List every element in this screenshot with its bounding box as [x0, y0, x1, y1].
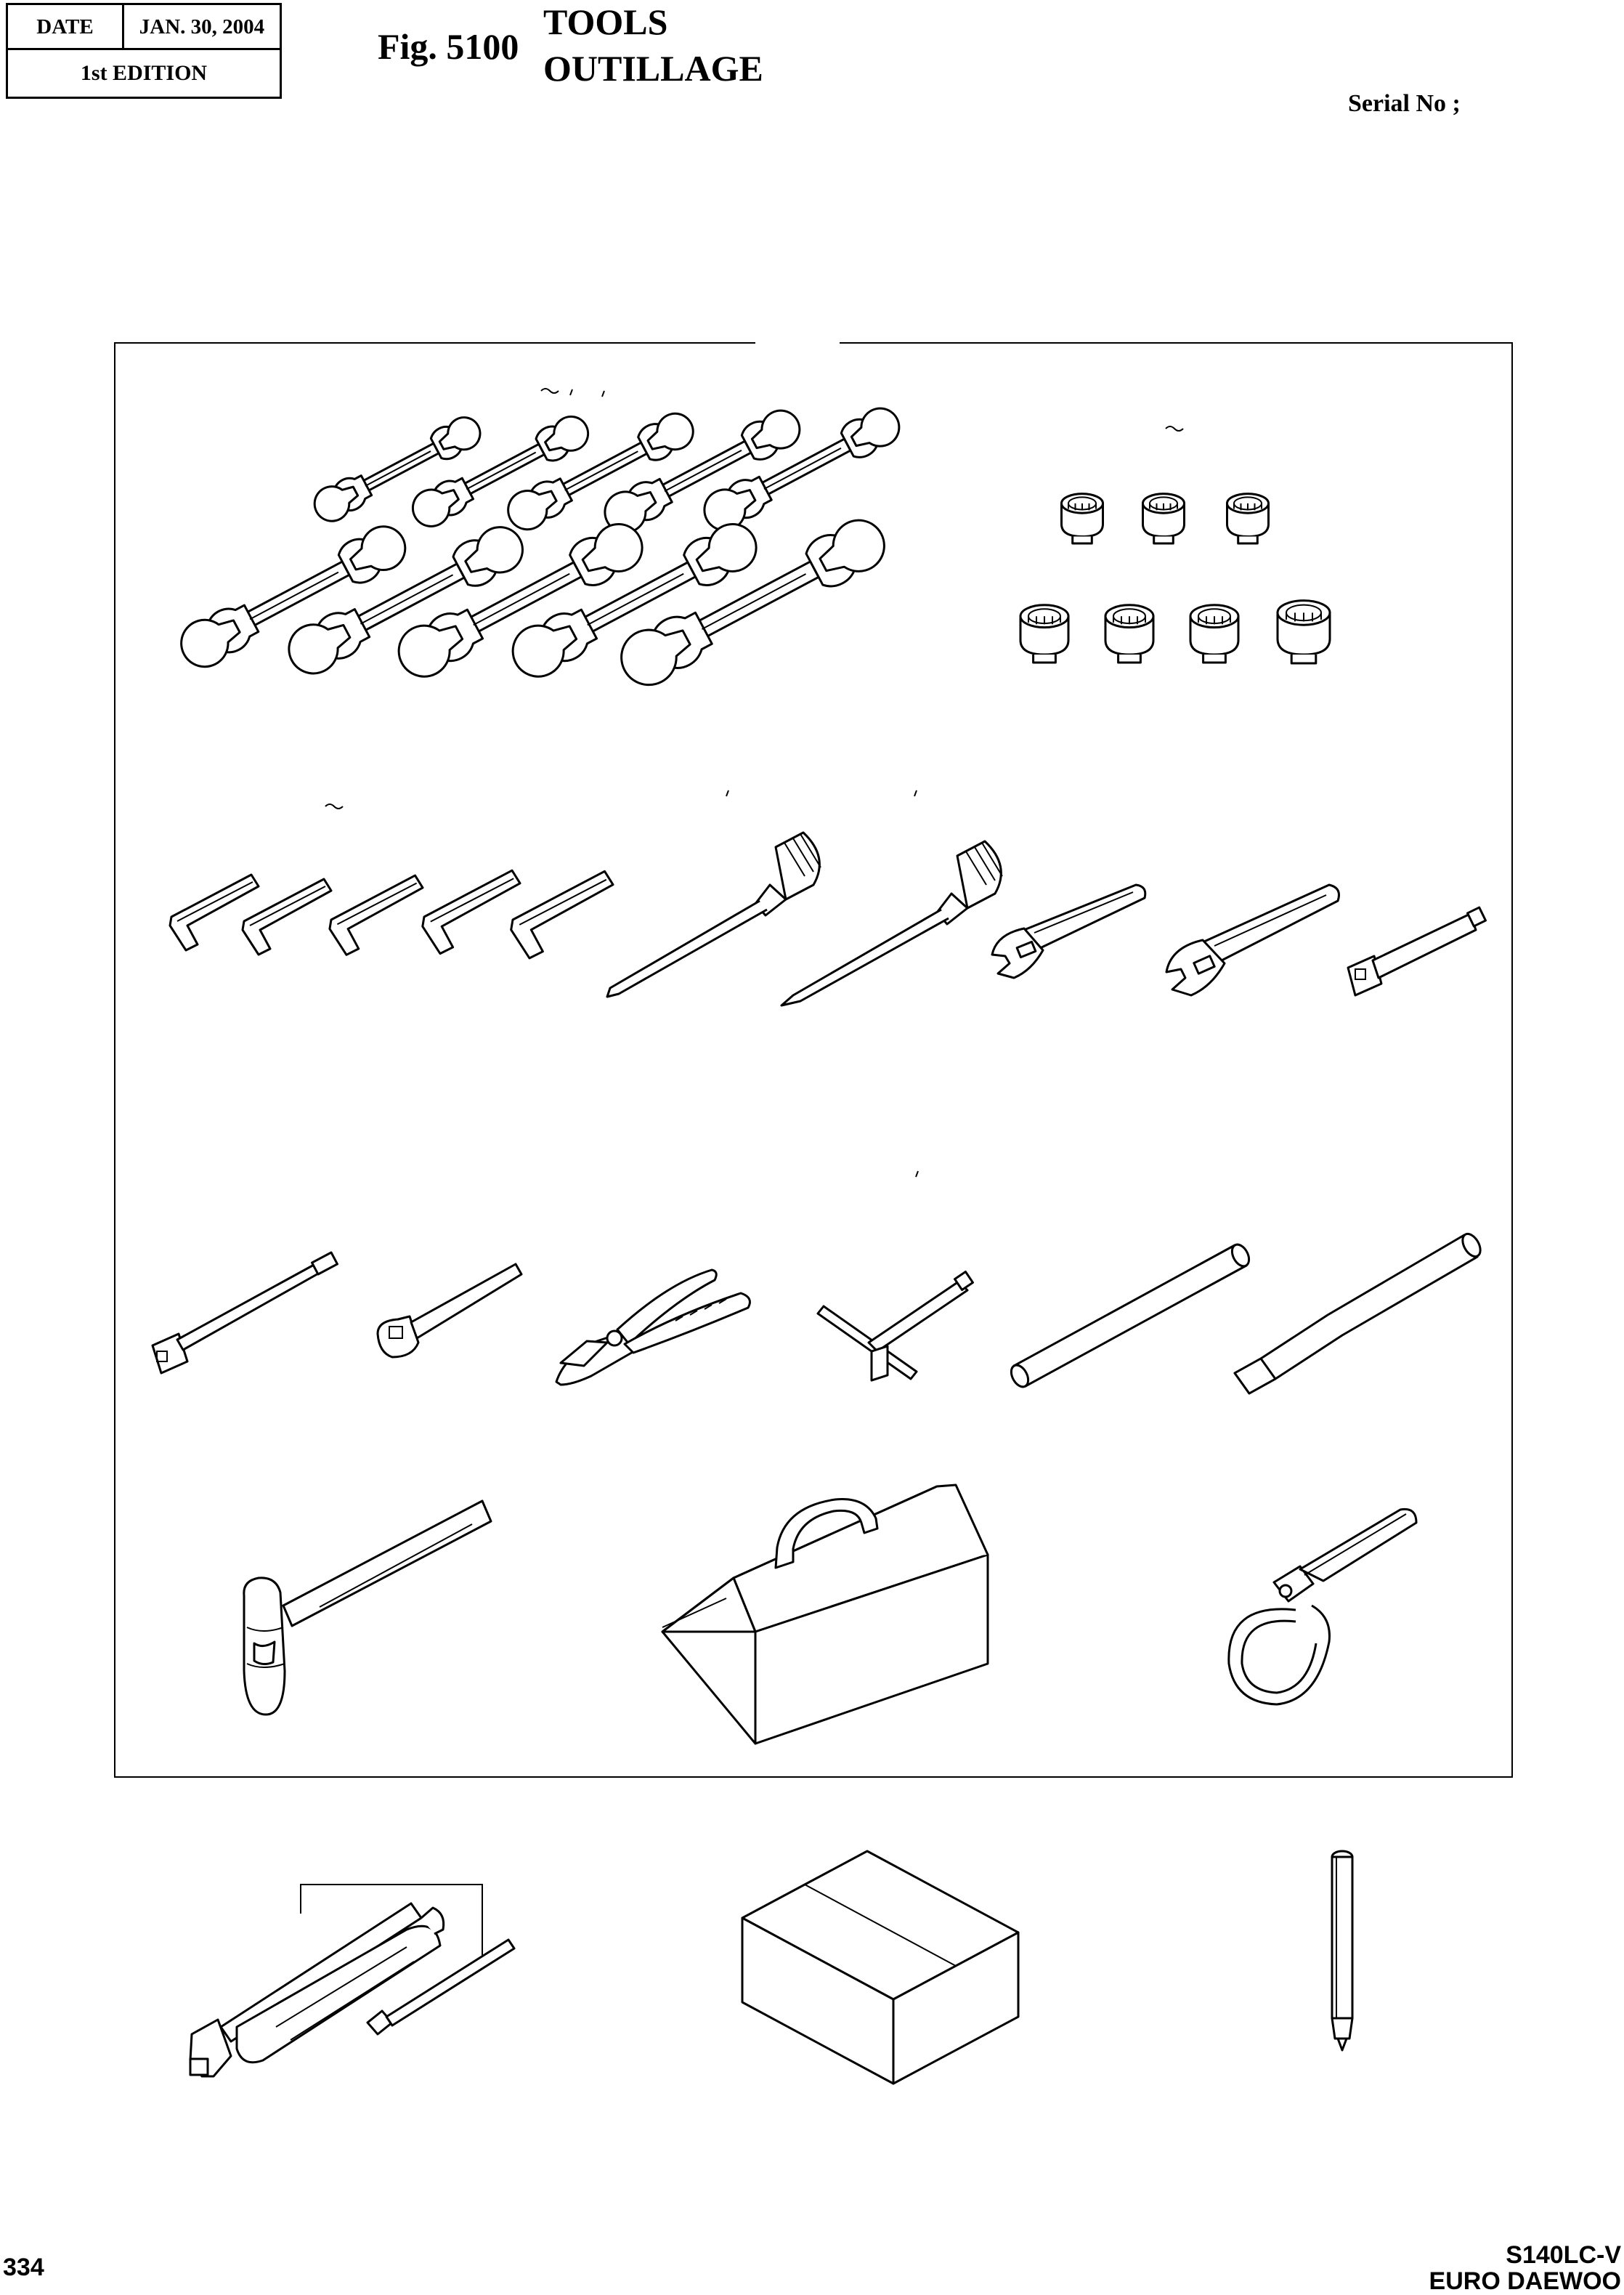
adjustable-wrench-large	[1166, 885, 1339, 995]
flat-pry-bar	[1235, 1231, 1484, 1393]
model-block	[1429, 2242, 1621, 2294]
page-number: 334	[3, 2254, 44, 2281]
flat-screwdriver	[607, 833, 821, 997]
round-bar	[1008, 1242, 1253, 1390]
model-name: S140LC-V	[1506, 2241, 1621, 2269]
date-label: DATE	[8, 5, 124, 48]
edition-label: 1st EDITION	[80, 61, 208, 85]
serial-number-label: Serial No ;	[1348, 90, 1461, 117]
test-probe	[1332, 1851, 1352, 2050]
socket-set	[1020, 494, 1330, 663]
spare-parts-box	[742, 1851, 1018, 2084]
figure-number: Fig. 5100	[378, 26, 519, 67]
brand-name: EURO DAEWOO	[1429, 2267, 1621, 2295]
socket-extension	[1348, 907, 1485, 995]
tool-box	[662, 1346, 988, 1744]
double-open-end-wrench-set	[173, 400, 906, 695]
t-handle-extension	[153, 1252, 337, 1373]
t-wrench	[818, 1272, 973, 1379]
title-english: TOOLS	[543, 1, 668, 42]
ratchet-handle	[378, 1264, 521, 1357]
filter-wrench	[1229, 1509, 1416, 1704]
slip-joint-pliers	[556, 1270, 750, 1385]
adjustable-wrench-small	[992, 885, 1145, 978]
grease-gun-with-hose	[190, 1885, 514, 2076]
hammer	[244, 1501, 491, 1715]
hex-key-set	[170, 870, 613, 958]
title-french: OUTILLAGE	[543, 48, 763, 89]
date-value: JAN. 30, 2004	[139, 15, 265, 39]
